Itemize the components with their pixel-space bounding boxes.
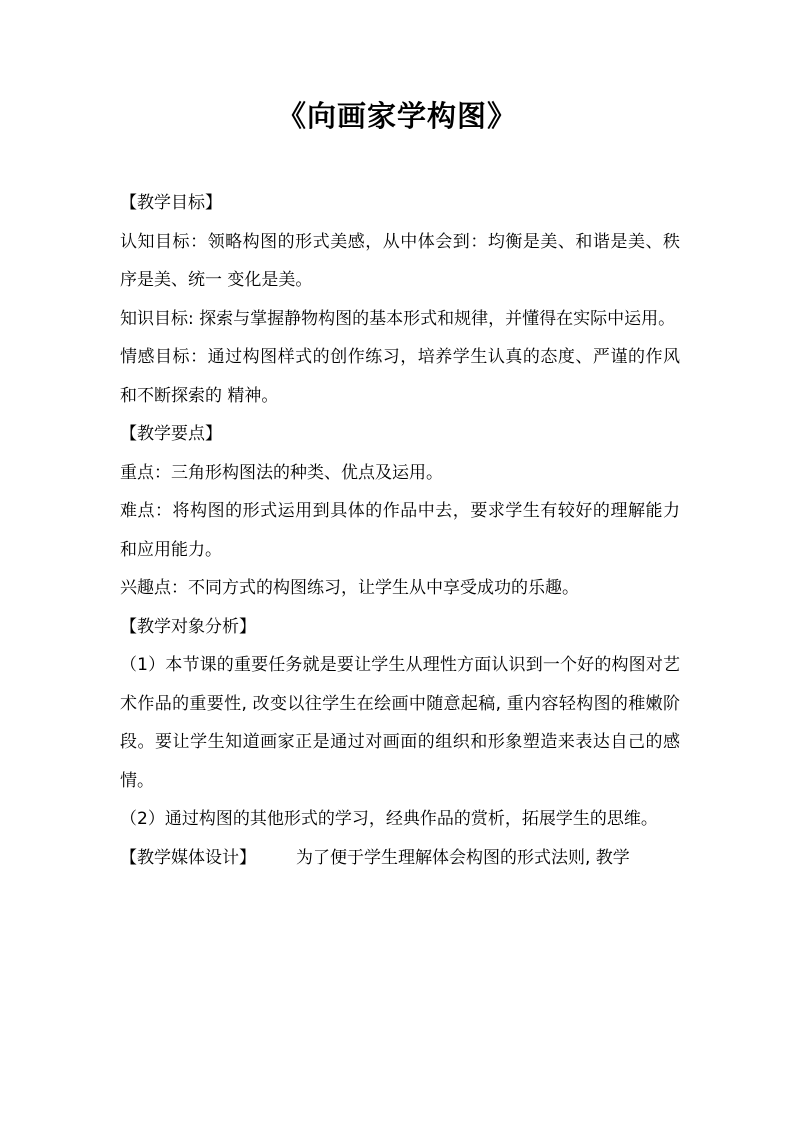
key-point-paragraph: 重点：三角形构图法的种类、优点及运用。 — [120, 462, 443, 483]
section-heading-keypoints: 【教学要点】 — [120, 424, 222, 444]
section-heading-media: 【教学媒体设计】 — [120, 847, 256, 868]
interest-point-paragraph: 兴趣点：不同方式的构图练习，让学生从中享受成功的乐趣。 — [120, 578, 579, 598]
difficult-point-paragraph: 难点：将构图的形式运用到具体的作品中去，要求学生有较好的理解能力和应用能力。 — [120, 501, 680, 560]
section-heading-objectives: 【教学目标】 — [120, 193, 222, 213]
section-heading-analysis: 【教学对象分析】 — [120, 616, 256, 637]
knowledge-goal-paragraph: 知识目标: 探索与掌握静物构图的基本形式和规律，并懂得在实际中运用。 — [120, 308, 676, 329]
analysis-paragraph-2: （2）通过构图的其他形式的学习，经典作品的赏析，拓展学生的思维。 — [120, 809, 658, 829]
analysis-paragraph-1: （1）本节课的重要任务就是要让学生从理性方面认识到一个好的构图对艺术作品的重要性, 改变以往学生在绘画中随意起稿, 重内容轻构图的稚嫩阶段。要让学生知道画家正是通过对画面的组织和形象塑造来表达自己的感情。 — [120, 655, 680, 791]
media-design-text: 为了便于学生理解体会构图的形式法则, 教学 — [296, 847, 630, 868]
document-body — [120, 184, 680, 877]
emotion-goal-paragraph: 情感目标：通过构图样式的创作练习，培养学生认真的态度、严谨的作风和不断探索的 精神。 — [120, 347, 680, 406]
media-design-paragraph — [120, 839, 680, 878]
cognitive-goal-paragraph: 认知目标：领略构图的形式美感，从中体会到：均衡是美、和谐是美、秩序是美、统一 变化是美。 — [120, 231, 680, 290]
document-title: 《向画家学构图》 — [276, 99, 517, 133]
